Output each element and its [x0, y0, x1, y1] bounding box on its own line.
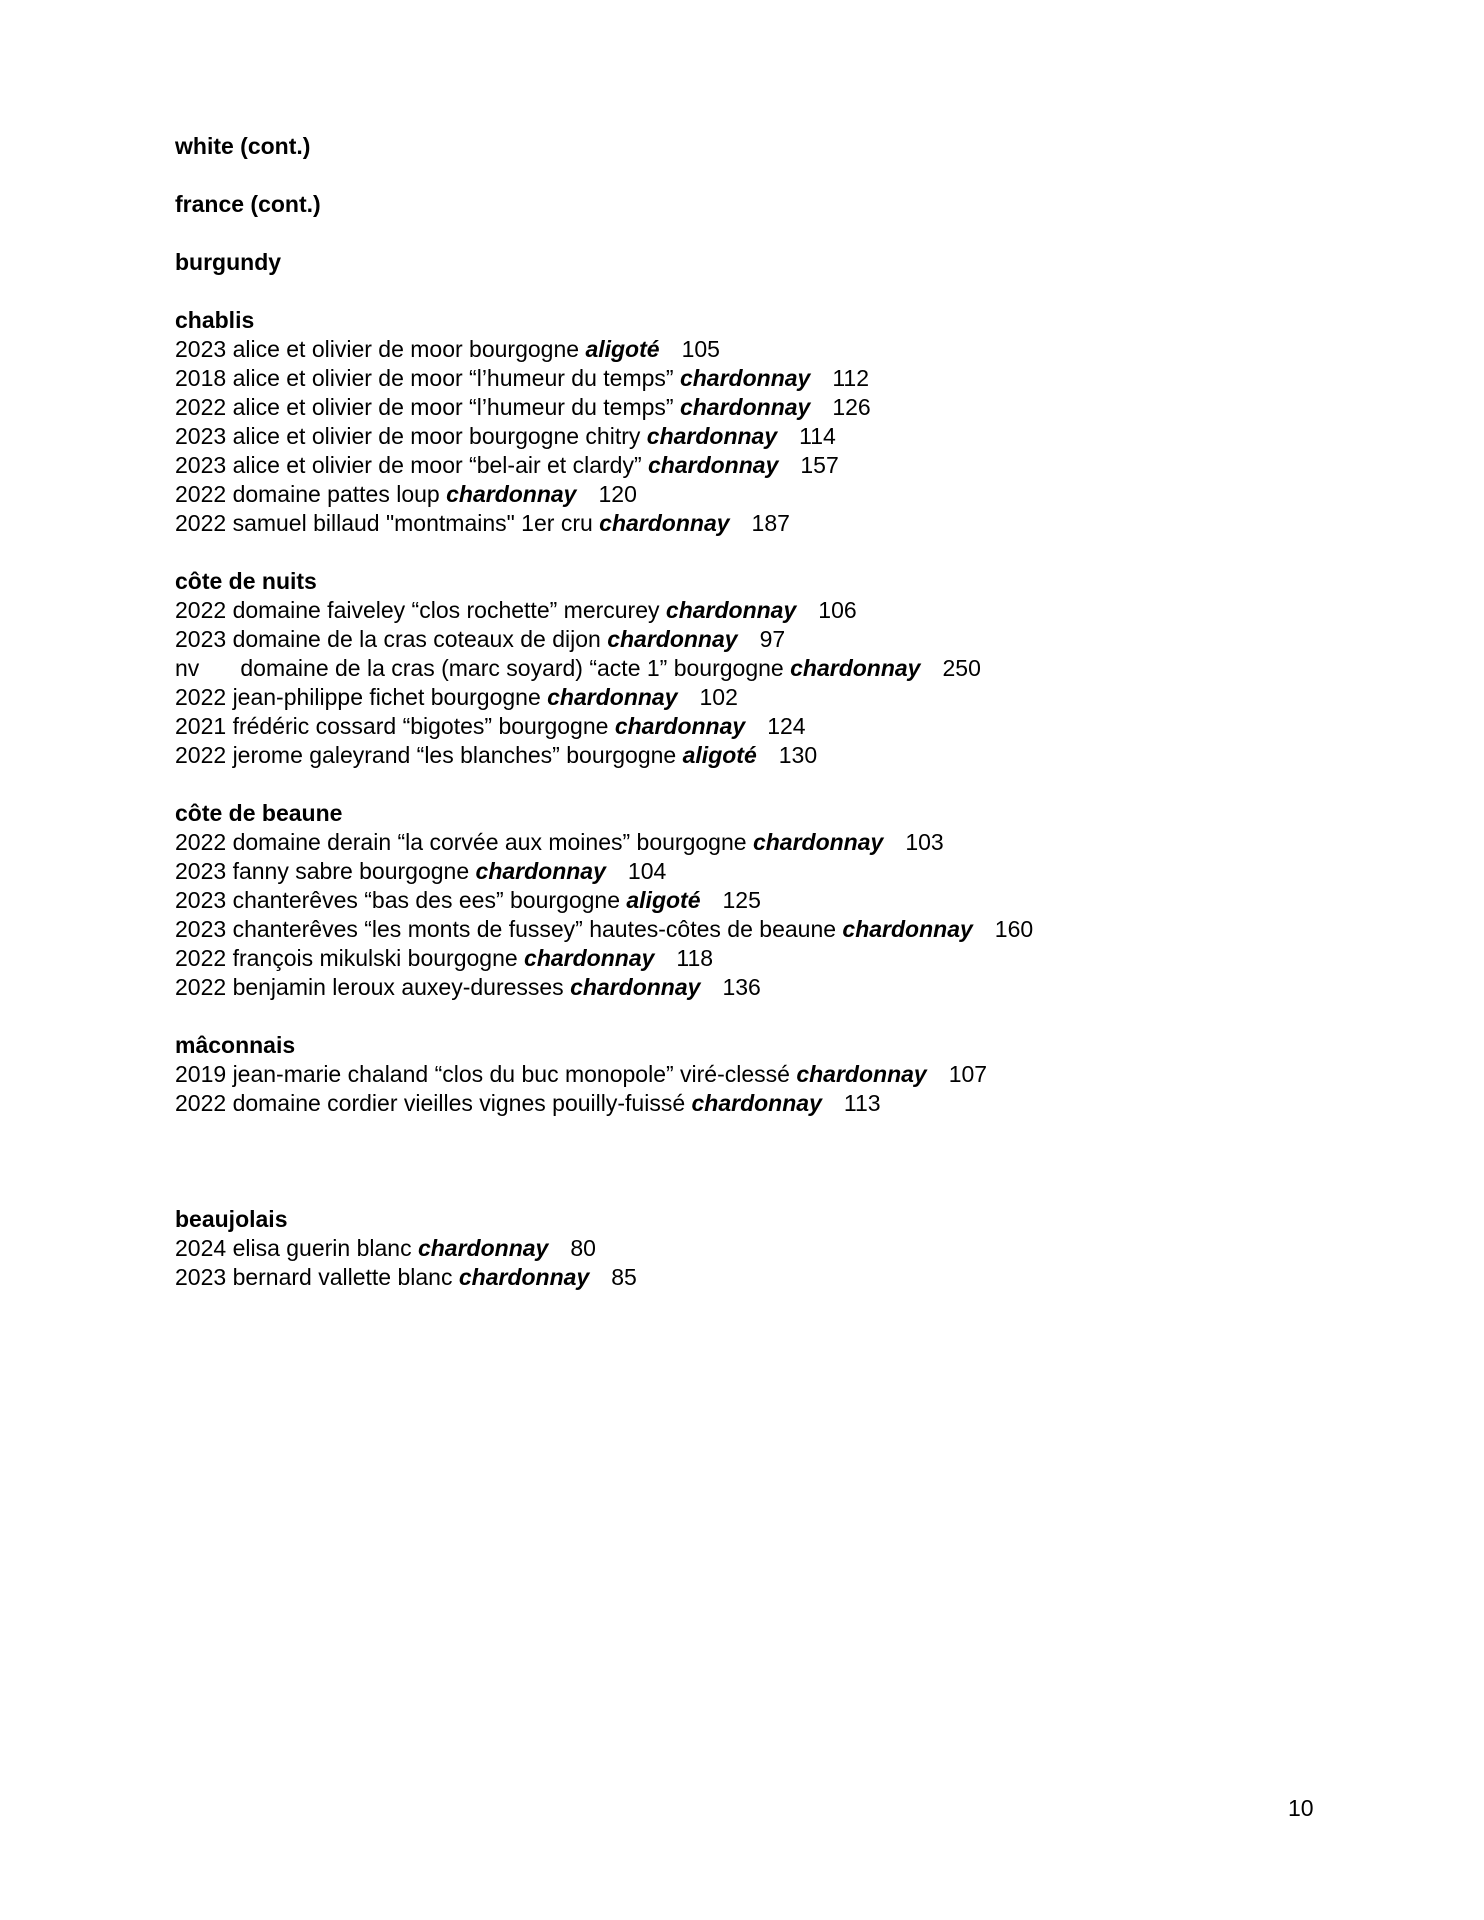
spacer — [175, 277, 1375, 306]
wine-grape: chardonnay — [458, 1264, 590, 1290]
wine-vintage: 2022 — [175, 829, 227, 855]
wine-entry — [175, 509, 1375, 538]
wine-vintage: nv — [175, 655, 200, 681]
wine-grape: chardonnay — [648, 452, 779, 478]
wine-price: 125 — [722, 887, 761, 913]
wine-description: jerome galeyrand “les blanches” bourgogne — [232, 742, 677, 768]
wine-grape: chardonnay — [665, 597, 797, 623]
wine-grape: chardonnay — [646, 423, 778, 449]
wine-grape: chardonnay — [842, 916, 973, 942]
wine-description: domaine faiveley “clos rochette” mercurey — [232, 597, 660, 623]
spacer — [175, 538, 1375, 567]
wine-vintage: 2018 — [175, 365, 227, 391]
wine-vintage: 2023 — [175, 626, 227, 652]
wine-entry — [175, 886, 1375, 915]
wine-entry — [175, 857, 1375, 886]
wine-vintage: 2022 — [175, 597, 227, 623]
wine-grape: aligoté — [682, 742, 757, 768]
wine-entry — [175, 654, 1375, 683]
wine-vintage: 2024 — [175, 1235, 227, 1261]
wine-description: alice et olivier de moor “l’humeur du temps” — [232, 394, 674, 420]
wine-price: 114 — [799, 423, 836, 449]
wine-description: alice et olivier de moor bourgogne — [232, 336, 580, 362]
wine-description: samuel billaud "montmains" 1er cru — [232, 510, 593, 536]
page-number: 10 — [1288, 1795, 1314, 1821]
wine-description: domaine de la cras coteaux de dijon — [232, 626, 601, 652]
wine-vintage: 2022 — [175, 1090, 227, 1116]
section-title: beaujolais — [175, 1206, 288, 1232]
wine-description: domaine de la cras (marc soyard) “acte 1” bourgogne — [240, 655, 784, 681]
wine-grape: chardonnay — [446, 481, 577, 507]
wine-price: 106 — [818, 597, 857, 623]
section-title: côte de nuits — [175, 568, 317, 594]
wine-price: 113 — [843, 1090, 881, 1116]
wine-entry — [175, 480, 1375, 509]
wine-grape: chardonnay — [524, 945, 655, 971]
wine-vintage: 2022 — [175, 481, 227, 507]
wine-description: alice et olivier de moor “l’humeur du temps” — [232, 365, 674, 391]
wine-vintage: 2022 — [175, 510, 227, 536]
wine-price: 80 — [570, 1235, 596, 1261]
spacer — [175, 1118, 1375, 1205]
wine-description: bernard vallette blanc — [232, 1264, 453, 1290]
wine-vintage: 2022 — [175, 945, 227, 971]
wine-vintage: 2022 — [175, 684, 227, 710]
wine-price: 160 — [994, 916, 1034, 942]
spacer — [175, 1002, 1375, 1031]
wine-price: 124 — [767, 713, 806, 739]
wine-price: 104 — [627, 858, 667, 884]
wine-description: domaine derain “la corvée aux moines” bourgogne — [232, 829, 747, 855]
wine-description: alice et olivier de moor “bel-air et clardy” — [232, 452, 642, 478]
wine-grape: chardonnay — [796, 1061, 927, 1087]
wine-vintage: 2022 — [175, 974, 227, 1000]
wine-description: fanny sabre bourgogne — [232, 858, 470, 884]
wine-entry — [175, 712, 1375, 741]
wine-price: 157 — [800, 452, 839, 478]
wine-grape: aligoté — [585, 336, 660, 362]
wine-entry — [175, 451, 1375, 480]
wine-entry — [175, 1089, 1375, 1118]
wine-grape: aligoté — [626, 887, 701, 913]
wine-entry — [175, 335, 1375, 364]
sections-container — [175, 306, 1375, 1292]
wine-grape: chardonnay — [547, 684, 678, 710]
wine-entry — [175, 393, 1375, 422]
wine-vintage: 2022 — [175, 742, 227, 768]
wine-grape: chardonnay — [679, 365, 811, 391]
wine-price: 102 — [699, 684, 738, 710]
wine-grape: chardonnay — [599, 510, 730, 536]
section-title: côte de beaune — [175, 800, 343, 826]
wine-description: jean-marie chaland “clos du buc monopole” viré-clessé — [232, 1061, 790, 1087]
wine-entry — [175, 944, 1375, 973]
wine-price: 187 — [751, 510, 790, 536]
wine-grape: chardonnay — [417, 1235, 549, 1261]
heading-burgundy: burgundy — [175, 249, 282, 275]
wine-price: 105 — [681, 336, 720, 362]
wine-price: 250 — [942, 655, 981, 681]
wine-price: 103 — [905, 829, 944, 855]
wine-list — [175, 132, 1375, 1292]
wine-price: 118 — [676, 945, 714, 971]
heading-france: france (cont.) — [175, 191, 321, 217]
spacer — [175, 219, 1375, 248]
wine-vintage: 2023 — [175, 916, 227, 942]
wine-price: 130 — [778, 742, 818, 768]
wine-grape: chardonnay — [790, 655, 921, 681]
wine-description: chanterêves “les monts de fussey” hautes-côtes de beaune — [232, 916, 837, 942]
wine-description: benjamin leroux auxey-duresses — [232, 974, 564, 1000]
wine-grape: chardonnay — [691, 1090, 822, 1116]
wine-vintage: 2022 — [175, 394, 227, 420]
wine-vintage: 2023 — [175, 1264, 227, 1290]
wine-grape: chardonnay — [752, 829, 884, 855]
wine-description: elisa guerin blanc — [232, 1235, 412, 1261]
wine-vintage: 2021 — [175, 713, 227, 739]
section-title: mâconnais — [175, 1032, 296, 1058]
wine-description: jean-philippe fichet bourgogne — [232, 684, 541, 710]
wine-vintage: 2023 — [175, 858, 227, 884]
wine-grape: chardonnay — [570, 974, 701, 1000]
wine-vintage: 2019 — [175, 1061, 227, 1087]
wine-entry — [175, 1263, 1375, 1292]
wine-price: 107 — [948, 1061, 988, 1087]
wine-grape: chardonnay — [475, 858, 606, 884]
wine-description: françois mikulski bourgogne — [232, 945, 518, 971]
wine-entry — [175, 828, 1375, 857]
wine-entry — [175, 683, 1375, 712]
wine-vintage: 2023 — [175, 423, 227, 449]
wine-description: frédéric cossard “bigotes” bourgogne — [232, 713, 609, 739]
wine-description: chanterêves “bas des ees” bourgogne — [232, 887, 620, 913]
wine-entry — [175, 1060, 1375, 1089]
wine-price: 136 — [722, 974, 761, 1000]
wine-price: 120 — [598, 481, 637, 507]
wine-entry — [175, 364, 1375, 393]
wine-grape: chardonnay — [614, 713, 746, 739]
wine-vintage: 2023 — [175, 887, 227, 913]
heading-white: white (cont.) — [175, 133, 311, 159]
wine-entry — [175, 625, 1375, 654]
wine-price: 126 — [832, 394, 871, 420]
wine-entry — [175, 973, 1375, 1002]
wine-price: 85 — [611, 1264, 637, 1290]
wine-description: alice et olivier de moor bourgogne chitry — [232, 423, 641, 449]
wine-price: 97 — [759, 626, 786, 652]
wine-vintage: 2023 — [175, 452, 227, 478]
wine-price: 112 — [832, 365, 870, 391]
wine-description: domaine cordier vieilles vignes pouilly-fuissé — [232, 1090, 686, 1116]
wine-grape: chardonnay — [679, 394, 811, 420]
wine-entry — [175, 422, 1375, 451]
wine-entry — [175, 915, 1375, 944]
spacer — [175, 770, 1375, 799]
wine-entry — [175, 1234, 1375, 1263]
wine-grape: chardonnay — [607, 626, 738, 652]
spacer — [175, 161, 1375, 190]
wine-entry — [175, 741, 1375, 770]
wine-entry — [175, 596, 1375, 625]
wine-vintage: 2023 — [175, 336, 227, 362]
section-title: chablis — [175, 307, 255, 333]
wine-description: domaine pattes loup — [232, 481, 440, 507]
